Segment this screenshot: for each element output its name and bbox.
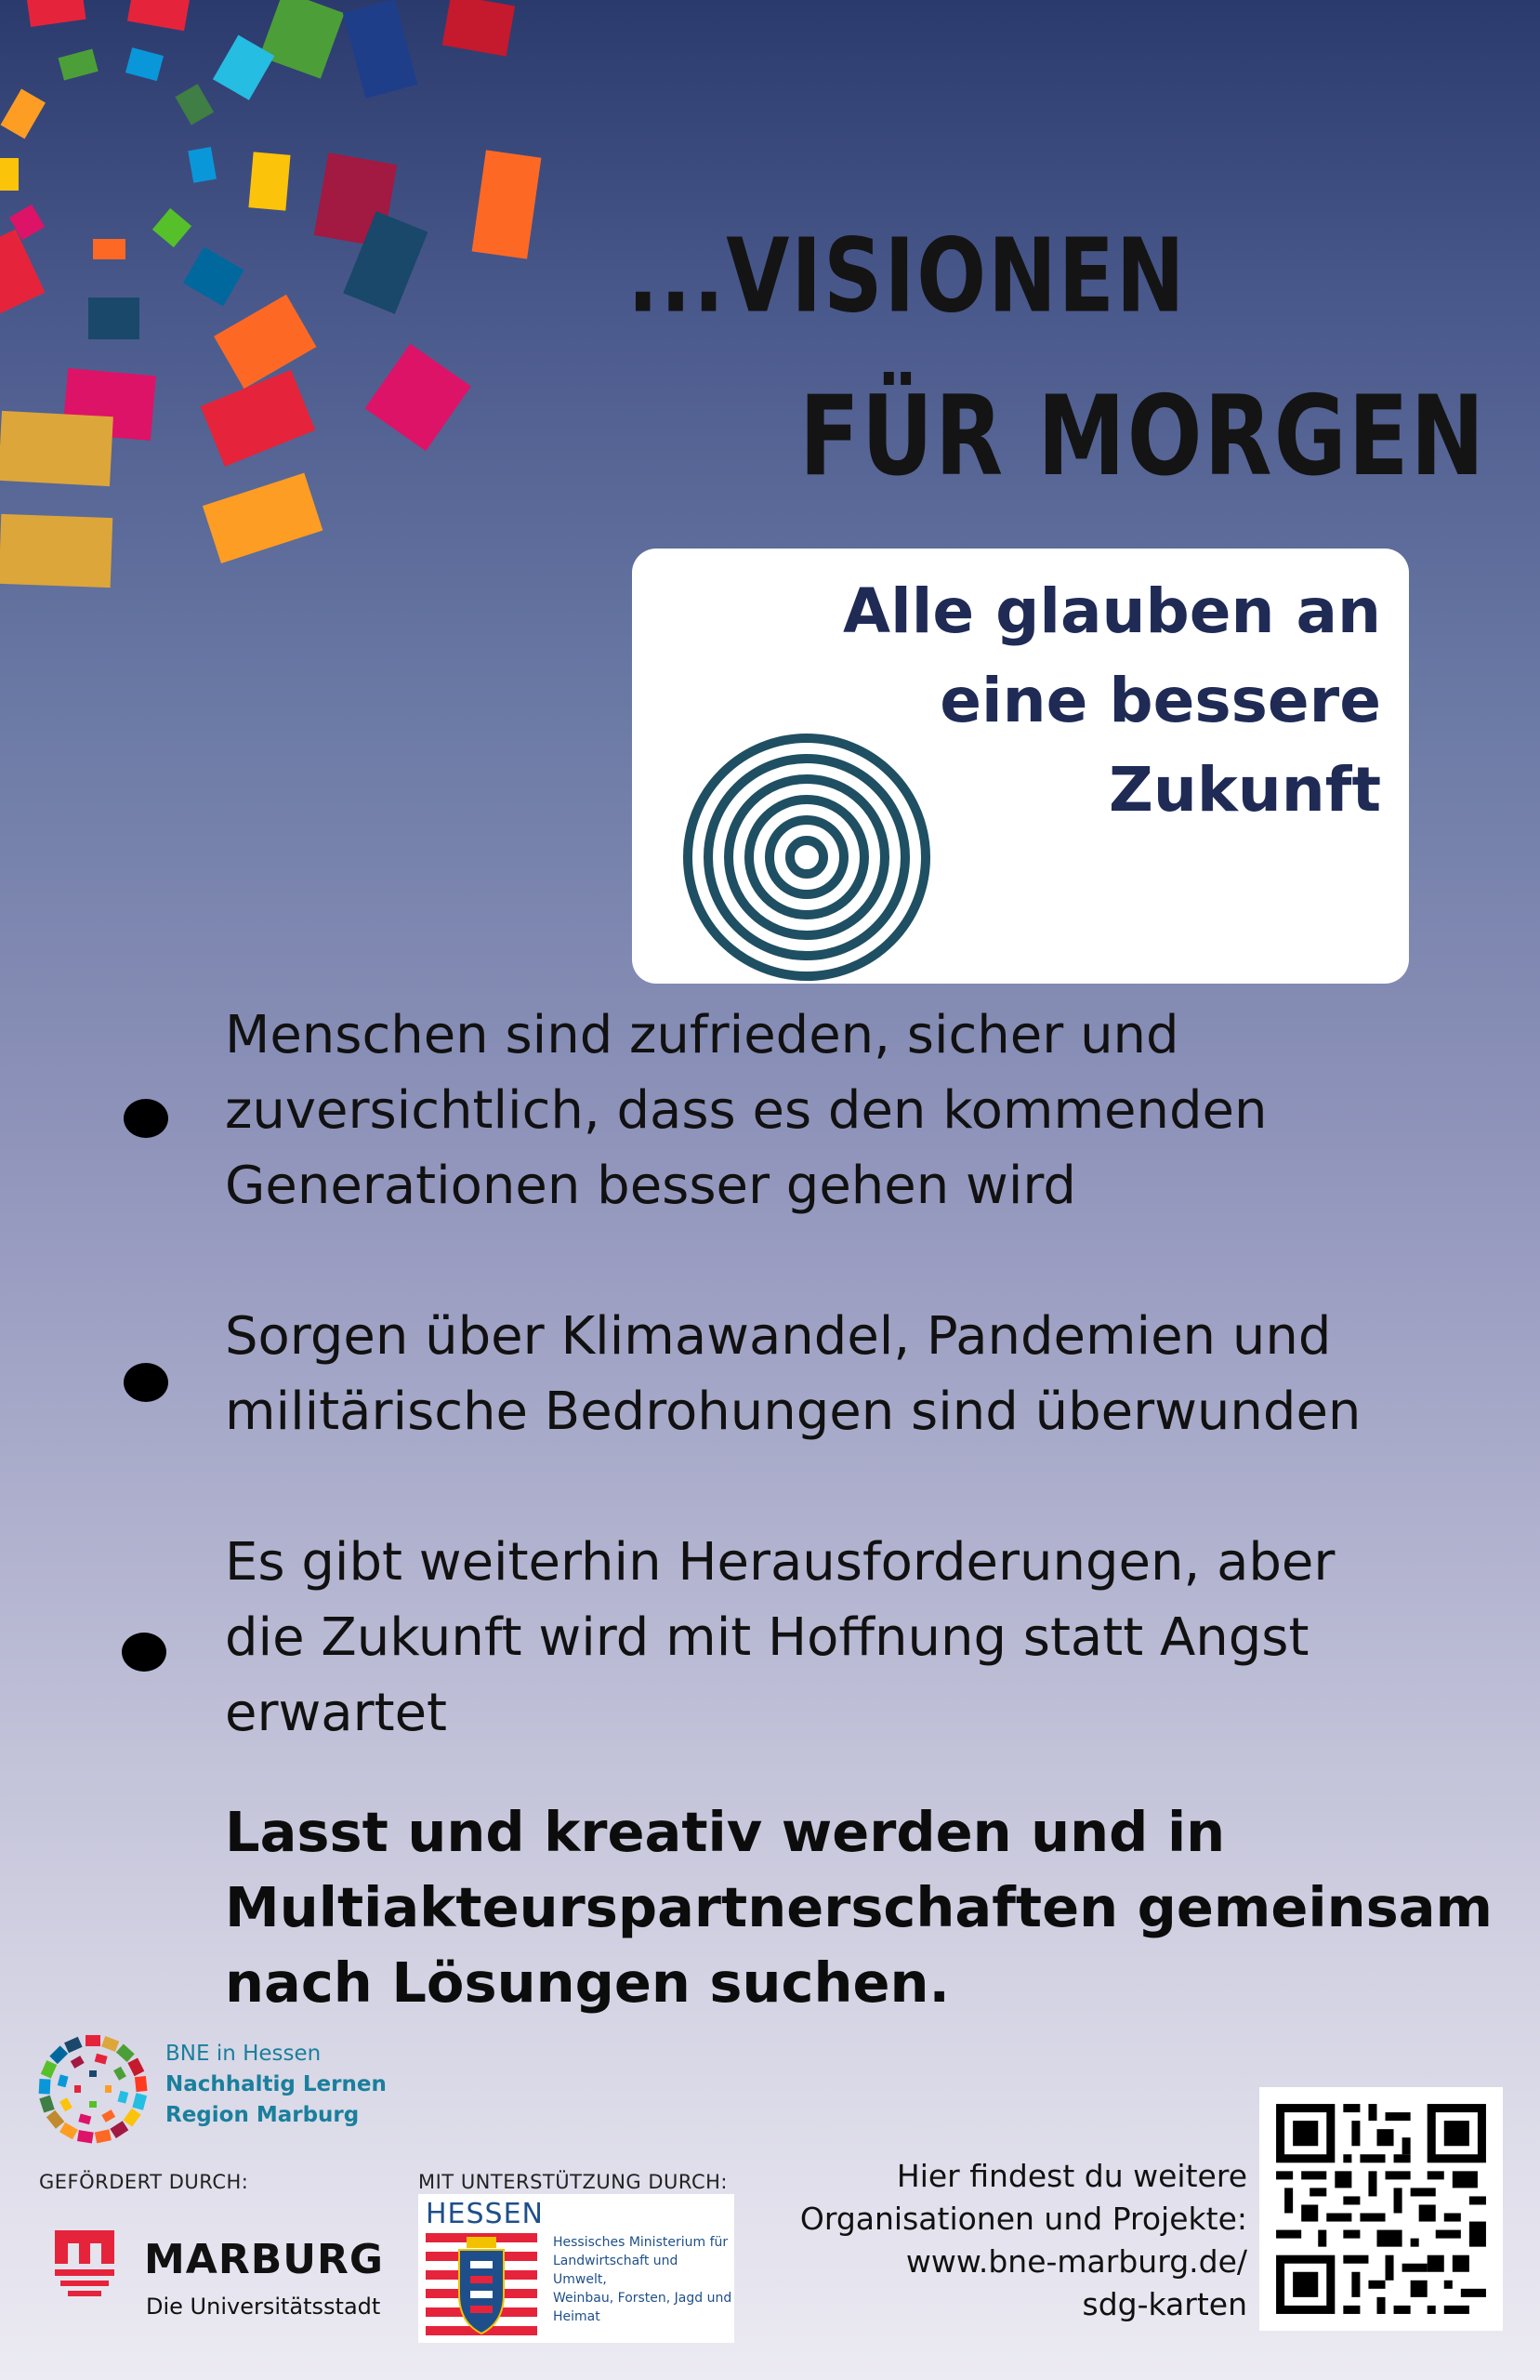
ministry-line: Weinbau, Forsten, Jagd und bbox=[553, 2291, 732, 2306]
card-heading-line: eine bessere bbox=[940, 665, 1381, 736]
bullet-line: Menschen sind zufrieden, sicher und bbox=[225, 1005, 1179, 1065]
qr-code-icon bbox=[1259, 2087, 1503, 2331]
bullet-dot bbox=[124, 1363, 168, 1402]
info-link[interactable]: www.bne-marburg.de/ bbox=[905, 2243, 1247, 2280]
info-text bbox=[800, 2155, 1247, 2326]
bne-line3: Region Marburg bbox=[165, 2103, 360, 2127]
hessen-name: HESSEN bbox=[426, 2198, 544, 2230]
bullet-line: Generationen besser gehen wird bbox=[225, 1156, 1076, 1216]
page-title-line1: ...VISIONEN bbox=[627, 216, 1187, 336]
ministry-line: Heimat bbox=[553, 2309, 600, 2324]
bullet-line: die Zukunft wird mit Hoffnung statt Angst bbox=[225, 1607, 1310, 1668]
marburg-name: MARBURG bbox=[144, 2236, 384, 2283]
call-to-action bbox=[225, 1794, 1493, 2020]
bne-line2: Nachhaltig Lernen bbox=[165, 2072, 387, 2096]
ministry-line: Hessisches Ministerium für bbox=[553, 2235, 729, 2250]
qr-code[interactable] bbox=[1259, 2087, 1503, 2331]
call-line: Multiakteurspartnerschaften gemeinsam bbox=[225, 1875, 1494, 1939]
marburg-logo-icon bbox=[51, 2227, 118, 2301]
card-heading-line: Alle glauben an bbox=[843, 575, 1381, 647]
vision-card bbox=[632, 549, 1409, 984]
unterstuetzung-label: MIT UNTERSTÜTZUNG DURCH: bbox=[418, 2171, 728, 2193]
bullet-text-3 bbox=[225, 1525, 1335, 1751]
info-line: Hier findest du weitere bbox=[896, 2158, 1247, 2194]
card-heading-line: Zukunft bbox=[1109, 754, 1381, 826]
bullet-text-1 bbox=[225, 998, 1267, 1223]
info-link[interactable]: sdg-karten bbox=[1082, 2286, 1247, 2322]
call-line: nach Lösungen suchen. bbox=[225, 1950, 950, 2015]
bullet-dot bbox=[122, 1633, 166, 1672]
ministry-line: Landwirtschaft und Umwelt, bbox=[553, 2254, 678, 2287]
marburg-subtitle: Die Universitätsstadt bbox=[146, 2294, 381, 2320]
hessen-ministry bbox=[553, 2233, 734, 2326]
call-line: Lasst und kreativ werden und in bbox=[225, 1800, 1226, 1864]
gefoerdert-label: GEFÖRDERT DURCH: bbox=[39, 2171, 249, 2193]
bne-logo-icon bbox=[35, 2031, 151, 2148]
bne-logo-text bbox=[165, 2039, 387, 2131]
bullet-text-2 bbox=[225, 1299, 1361, 1449]
hessen-logo bbox=[418, 2194, 734, 2343]
hessen-coat-of-arms-icon bbox=[426, 2233, 537, 2337]
sdg-wheel-graphic bbox=[0, 0, 576, 614]
bullet-line: zuversichtlich, dass es den kommenden bbox=[225, 1080, 1268, 1141]
bullet-line: Es gibt weiterhin Herausforderungen, aber bbox=[225, 1532, 1336, 1593]
info-line: Organisationen und Projekte: bbox=[799, 2201, 1247, 2237]
bne-line1: BNE in Hessen bbox=[165, 2042, 322, 2066]
page-title-line2: FÜR MORGEN bbox=[799, 373, 1487, 501]
bullet-line: Sorgen über Klimawandel, Pandemien und bbox=[225, 1306, 1332, 1367]
bullet-line: erwartet bbox=[225, 1683, 447, 1743]
target-spiral-icon bbox=[680, 731, 933, 984]
bullet-dot bbox=[124, 1099, 168, 1138]
bullet-line: militärische Bedrohungen sind überwunden bbox=[225, 1382, 1362, 1442]
